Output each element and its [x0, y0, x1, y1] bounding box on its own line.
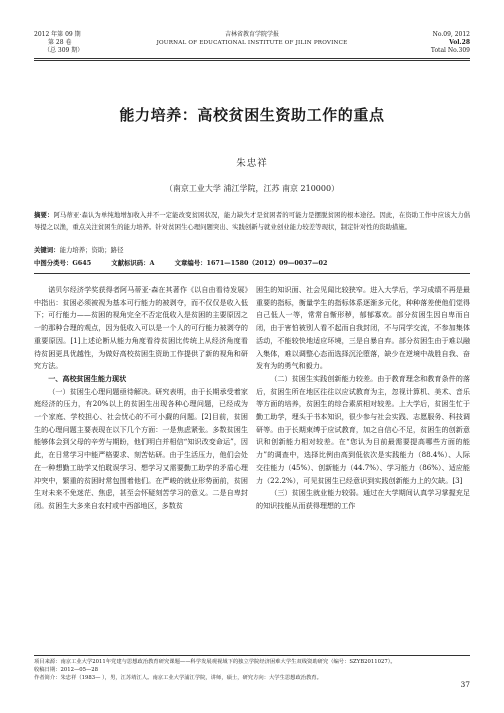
- issue-vol-en: Vol.28: [449, 39, 470, 46]
- keywords-text: 能力培养；资助；路径: [59, 246, 124, 254]
- issue-volume: 第 28 卷: [48, 39, 72, 46]
- classification-line: [34, 259, 470, 268]
- footnote-author-bio: 作者简介：朱忠祥（1983— ），男，江苏靖江人。南京工业大学浦江学院，讲师，硕士，研究方向：大学生思想政治教育。: [34, 675, 322, 681]
- issue-year: 2012 年第 09 期: [34, 31, 81, 38]
- document-code: 文献标识码：A: [111, 259, 155, 267]
- paragraph: 困生的知识面、社会见闻比较狭窄。进入大学后，学习成绩不再是最重要的指标，衡量学生的指标体系逐渐多元化，种种落差使他们觉得自己低人一等，常常自惭形秽，郁郁寡欢。部分贫困生因自卑而自闭，由于害怕被别人看不起而自我封闭，不与同学交流，不参加集体活动，不能较快地适应环境，三是自暴自弃。部分贫困生由于难以融入集体，难以调整心态而选择沉沦堕落，缺少在逆境中战胜自我、奋发有为的勇气和毅力。: [256, 285, 470, 371]
- journal-issue-info: [34, 31, 124, 55]
- footnote-received: 收稿日期：2012—05—28: [34, 667, 99, 673]
- clc-number: 中图分类号：G645: [34, 259, 92, 267]
- page-number: 37: [460, 680, 470, 689]
- paragraph: （二）贫困生实践创新能力较差。由于教育理念和教育条件的落后，贫困生所在地区往往以应试教育为主，忽视计算机、美术、音乐等方面的培养，贫困生的综合素质相对较差。上大学后，贫困生忙于勤工助学，埋头于书本知识，很少参与社会实践、志愿服务、科技调研等。由于长期束缚于应试教育，加之自信心不足，贫困生的创新意识和创新能力相对较差。在“您认为目前最需要提高哪些方面的能力”的调查中，选择比例由高到低依次是实践能力（88.4%）、人际交往能力（45%）、创新能力（44.7%）、学习能力（86%）、适应能力（22.2%），可见贫困生已经意识到实践创新能力上的欠缺。[3]: [256, 373, 470, 485]
- keywords-label: 关键词：: [34, 246, 60, 254]
- section-heading: 一、高校贫困生能力现状: [48, 373, 127, 383]
- footnote-funding: 项目来源：南京工业大学2011年党建与思想政治教育研究课题——科学发展观视域下的独立学院经济困难大学生双线资助研究（编号：SZYB2011027）。: [34, 659, 396, 665]
- abstract-label: 摘要：: [34, 211, 54, 219]
- keywords: [34, 246, 470, 255]
- footnote-rule: [34, 655, 470, 656]
- body-column-left: [34, 284, 248, 513]
- article-number: 文章编号：1671—1580（2012）09—0037—02: [174, 259, 328, 267]
- journal-name: [150, 31, 354, 47]
- paragraph: （一）贫困生心理问题亟待解决。研究表明，由于长期承受着家庭经济的压力，有20%以上的贫困生出现各种心理问题，已经成为一个家庭、学校担心、社会忧心的不可小觑的问题。[2]目前，贫困生的心理问题主要表现在以下几个方面：一是焦虑紧张。多数贫困生能够体会到父母的辛劳与期盼，他们明白并相信“知识改变命运”，因此，在日常学习中能严格要求、刻苦钻研。由于生活压力，他们会处在一种想勤工助学又怕耽误学习、想学习又需要勤工助学的矛盾心理冲突中，繁重的贫困时常包围着他们。在严峻的就业形势面前，贫困生对未来不免迷茫、焦虑，甚至会怀疑刻苦学习的意义。二是自卑封闭。贫困生大多来自农村或中西部地区，多数贫: [34, 386, 248, 510]
- header-rule: [34, 58, 470, 59]
- article-title: 能力培养：高校贫困生资助工作的重点: [119, 106, 385, 124]
- abstract: [34, 210, 470, 233]
- issue-total-en: Total No.309: [430, 47, 470, 54]
- paragraph: 诺贝尔经济学奖获得者阿马蒂亚·森在其著作《以自由看待发展》中指出：贫困必须被视为基本可行能力的被剥夺，而不仅仅是收入低下；可行能力——贫困的视角完全不否定低收入是贫困的主要原因之一的那种合理的观点，因为低收入可以是一个人的可行能力被剥夺的重要原因。[1]上述论断从能力角度看待贫困比传统上从经济角度看待贫困更具优越性，为做好高校贫困生资助工作提供了新的视角和研究方法。: [34, 285, 248, 371]
- abstract-text: 阿马蒂亚·森认为单纯地增加收入并不一定能改变贫困状况，能力缺失才是贫困者的可能力是摆脱贫困的根本途径。因此，在资助工作中应该大力倡导提之以渔，重点关注贫困生的能力培养。针对贫困生心理问题突出、实践创新与就业创业能力较差等现状，制定针对性的资助措施。: [34, 211, 471, 231]
- paragraph: （三）贫困生就业能力较弱。通过在大学期间认真学习掌握充足的知识技能从而获得理想的工作: [256, 488, 470, 510]
- author-name: 朱忠祥: [236, 158, 268, 169]
- journal-name-en: JOURNAL OF EDUCATIONAL INSTITUTE OF JILIN PROVINCE: [156, 40, 348, 46]
- header-rule-thin: [34, 60, 470, 61]
- journal-issue-info-en: [360, 31, 470, 55]
- body-column-right: [256, 284, 470, 513]
- journal-name-cn: 吉林省教育学院学报: [224, 31, 279, 38]
- author-affiliation: （南京工业大学 浦江学院，江苏 南京 210000）: [164, 184, 340, 193]
- issue-total: （总 309 期）: [44, 47, 84, 54]
- abstract-rule: [34, 273, 470, 274]
- issue-no-en: No.09, 2012: [432, 31, 470, 38]
- footnotes: [34, 658, 470, 682]
